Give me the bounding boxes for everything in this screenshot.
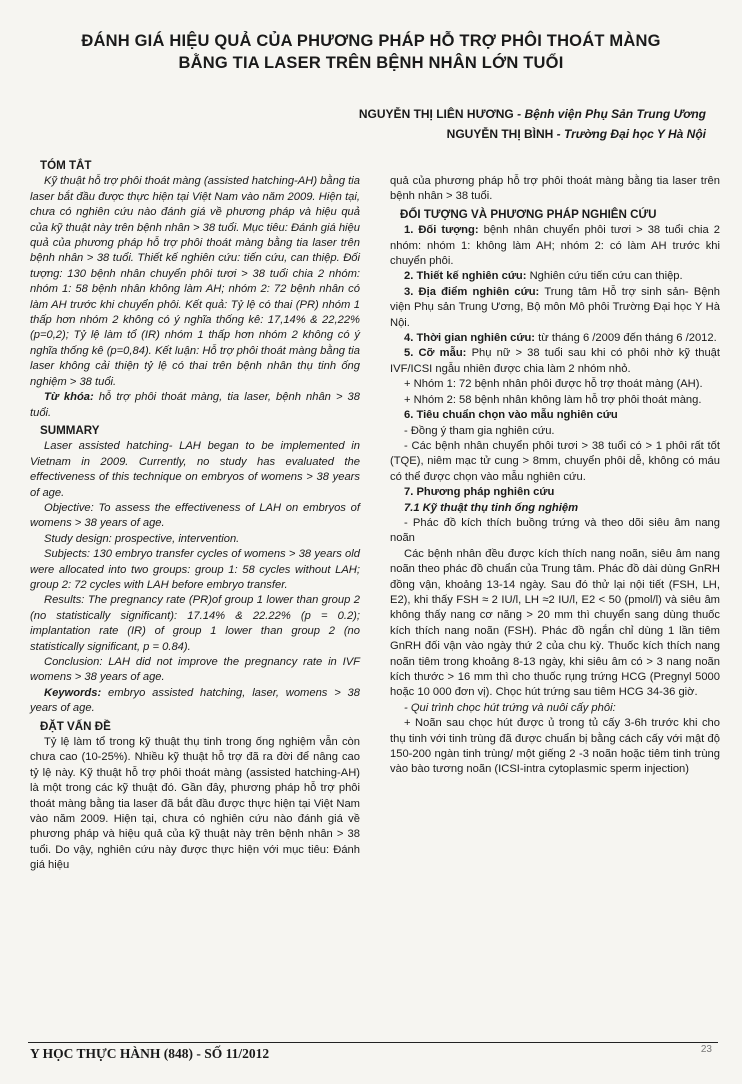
title-line-2: BẰNG TIA LASER TRÊN BỆNH NHÂN LỚN TUỔI [178, 54, 564, 72]
section-4-label: 4. Thời gian nghiên cứu: [404, 332, 536, 345]
summary-paragraph: Conclusion: LAH did not improve the pregnancy rate in IVF womens > 38 years of age. [30, 656, 360, 684]
tukhoa-text: hỗ trợ phôi thoát màng, tia laser, bệnh nhân > 38 tuổi. [30, 391, 361, 419]
datvande-body: Tỷ lệ làm tổ trong kỹ thuật thụ tinh trong ống nghiệm vẫn còn chưa cao (10-25%). Nhiều kỹ thuật hỗ trợ đã ra đời để nâng cao tỷ lệ này. Kỹ thuật hỗ trợ phôi thoát màng (assisted hatching-AH) là một trong các kỹ thuật đó. Gần đây, phương pháp hỗ trợ phôi thoát màng bằng tia laser đã bắt đầu được thực hiện tại Việt Nam vào năm 2009. Hiện tại, chưa có nghiên cứu nào đánh giá về phương pháp và hiệu quả của kỹ thuật này trên bệnh nhân > 38 tuổi. Do vậy, nghiên cứu này được thực hiện với mục tiêu: Đánh giá hiệu [30, 736, 360, 872]
section-1-label: 1. Đối tượng: [404, 224, 479, 237]
section-5-label: 5. Cỡ mẫu: [404, 347, 467, 360]
author-affiliation: - Bệnh viện Phụ Sản Trung Ương [517, 107, 706, 121]
datvande-heading: ĐẶT VẤN ĐỀ [40, 719, 111, 733]
author-name: NGUYỄN THỊ BÌNH [446, 127, 554, 141]
section-3-text: Trung tâm Hỗ trợ sinh sản- Bệnh viện Phụ sản Trung Ương, Bộ môn Mô phôi Trường Đại học Y Hà Nội. [390, 285, 721, 329]
journal-footer: Y HỌC THỰC HÀNH (848) - SỐ 11/2012 [30, 1046, 270, 1061]
continuation-paragraph: quả của phương pháp hỗ trợ phôi thoát màng bằng tia laser trên bệnh nhân > 38 tuổi. [390, 175, 720, 203]
section-5-bullet: + Nhóm 2: 58 bệnh nhân không làm hỗ trợ phôi thoát màng. [404, 393, 702, 406]
summary-paragraph: Objective: To assess the effectiveness of LAH on embryos of womens > 38 years of age. [30, 501, 360, 530]
keywords-paragraph [30, 686, 360, 717]
keywords-text: embryo assisted hatching, laser, womens > 38 years of age. [30, 686, 360, 715]
section-2-text: Nghiên cứu tiến cứu can thiệp. [529, 270, 683, 283]
section-5 [390, 346, 720, 377]
summary-heading: SUMMARY [40, 423, 100, 437]
footer-rule [28, 1042, 718, 1043]
section-7-1-paragraph: - Phác đồ kích thích buồng trứng và theo dõi siêu âm nang noãn [390, 516, 720, 545]
section-5-text: Phụ nữ > 38 tuổi sau khi có phôi nhờ kỹ thuật IVF/ICSI ngẫu nhiên được chia làm 2 nhóm nhỏ. [390, 347, 721, 375]
section-1-text: bệnh nhân chuyển phôi tươi > 38 tuổi chia 2 nhóm: nhóm 1: không làm AH; nhóm 2: có làm AH trước khi chuyển phôi. [390, 224, 721, 268]
section-6-heading: 6. Tiêu chuẩn chọn vào mẫu nghiên cứu [404, 409, 618, 422]
keywords-label: Keywords: [44, 686, 102, 699]
summary-paragraph: Results: The pregnancy rate (PR)of group 1 lower than group 2 (no statistically significant): 17.14% & 22.22% (p = 0.2); implantation rate (IR) of group 1 lower than group 2 (no statistically significant, p = 0.84). [30, 594, 360, 653]
section-5-bullet: + Nhóm 1: 72 bệnh nhân phôi được hỗ trợ thoát màng (AH). [404, 378, 703, 391]
author-name: NGUYỄN THỊ LIÊN HƯƠNG [358, 107, 514, 121]
section-3-label: 3. Địa điểm nghiên cứu: [404, 285, 540, 298]
summary-paragraph: Subjects: 130 embryo transfer cycles of womens > 38 years old were allocated into two groups: group 1: 58 cycles without LAH; group 2: 72 cycles with LAH before embryo transfer. [30, 548, 360, 591]
right-column [390, 174, 720, 778]
section-1 [390, 223, 720, 269]
section-7-1-heading: 7.1 Kỹ thuật thụ tinh ống nghiệm [404, 501, 579, 514]
doituong-heading: ĐỐI TƯỢNG VÀ PHƯƠNG PHÁP NGHIÊN CỨU [400, 207, 657, 221]
section-7-heading: 7. Phương pháp nghiên cứu [404, 486, 555, 499]
left-column [30, 156, 360, 874]
section-2-label: 2. Thiết kế nghiên cứu: [404, 270, 527, 283]
section-7-1-paragraph: - Qui trình chọc hút trứng và nuôi cấy phôi: [404, 701, 616, 714]
author-2 [359, 124, 706, 144]
author-affiliation: - Trường Đại học Y Hà Nội [556, 127, 706, 141]
tomtat-body: Kỹ thuật hỗ trợ phôi thoát màng (assisted hatching-AH) bằng tia laser bắt đầu được thực hiện tại Việt Nam vào năm 2009. Hiện tại, chưa có nghiên cứu nào đánh giá về phương pháp và hiệu quả của kỹ thuật này trên bệnh nhân > 38 tuổi. Mục tiêu: Đánh giá hiệu quả của phương pháp hỗ trợ phôi thoát màng bằng tia laser trên bệnh nhân > 38 tuổi. Thiết kế nghiên cứu: tiến cứu, can thiệp. Đối tượng: 130 bệnh nhân chuyển phôi tươi > 38 tuổi chia 2 nhóm: nhóm 1: 58 bệnh nhân không làm AH; nhóm 2: 72 bệnh nhân có làm AH trước khi chuyển phôi. Kết quả: Tỷ lệ có thai (PR) nhóm 1 thấp hơn nhóm 2 không có ý nghĩa thống kê: 17,14% & 22,22% (p=0,2); Tỷ lệ làm tổ (IR) nhóm 1 thấp hơn nhóm 2 không có ý nghĩa thống kê (p=0,84). Kết luận: Hỗ trợ phôi thoát màng bằng tia laser không cải thiện tỷ lệ có thai trên bệnh nhân thụ tinh ống nghiệm > 38 tuổi. [30, 175, 360, 388]
section-6-bullet: - Các bệnh nhân chuyển phôi tươi > 38 tuổi có > 1 phôi rất tốt (TQE), niêm mạc tử cung > 8mm, chuyển phôi dễ, không có máu có thể được chọn vào mẫu nghiên cứu. [390, 439, 720, 483]
section-7-1-paragraph: Các bệnh nhân đều được kích thích nang noãn, siêu âm nang noãn theo phác đồ chuẩn của Trung tâm. Phác đồ dài dùng GnRH đồng vận, khoảng 13-14 ngày. Sau đó thử lại nội tiết (FSH, LH, E2), khi thấy FSH ≈ 2 IU/l, LH ≈2 IU/l, E2 < 50 (pmol/l) và siêu âm không thấy nang cơ năng > 20 mm thì chuyển sang dùng thuốc kích thích nang noãn (FSH). Phác đồ ngắn chỉ dùng 1 lần tiêm GnRH đối vận vào ngày thứ 2 của chu kỳ. Thuốc kích thích nang noãn tiêm trong khoảng 8-13 ngày, khi siêu âm có > 3 nang noãn kích thước > 16 mm thì cho thuốc rụng trứng HCG (Pregnyl 5000 hoặc 10 000 đơn vị). Chọc hút trứng sau tiêm HCG 34-36 giờ. [390, 547, 720, 699]
tomtat-heading: TÓM TẮT [40, 159, 92, 172]
section-3 [390, 285, 720, 331]
section-4 [390, 331, 720, 346]
section-7-1-paragraph: + Noãn sau chọc hút được ủ trong tủ cấy 3-6h trước khi cho thụ tinh với tinh trùng đã được chuẩn bị bằng cách cấy với mật độ 150-200 ngàn tinh trùng/ một giếng 2 -3 noãn hoặc tiêm tinh trùng vào bào tương noãn (ICSI-intra cytoplasmic sperm injection) [390, 717, 720, 776]
section-6-bullet: - Đồng ý tham gia nghiên cứu. [404, 424, 555, 437]
section-2 [390, 269, 720, 284]
page-number: 23 [700, 1044, 712, 1055]
author-block [359, 104, 706, 144]
title-line-1: ĐÁNH GIÁ HIỆU QUẢ CỦA PHƯƠNG PHÁP HỖ TRỢ PHÔI THOÁT MÀNG [81, 32, 661, 50]
tukhoa-label: Từ khóa: [44, 391, 94, 404]
summary-paragraph: Laser assisted hatching- LAH began to be implemented in Vietnam in 2009. Currently, no study has evaluated the effectiveness of this technique on embryos of womens > 38 years of age. [30, 440, 360, 499]
tukhoa-paragraph [30, 390, 360, 421]
author-1 [359, 104, 706, 124]
section-4-text: từ tháng 6 /2009 đến tháng 6 /2012. [538, 332, 717, 345]
summary-paragraph: Study design: prospective, intervention. [44, 532, 240, 545]
article-title [0, 30, 742, 74]
